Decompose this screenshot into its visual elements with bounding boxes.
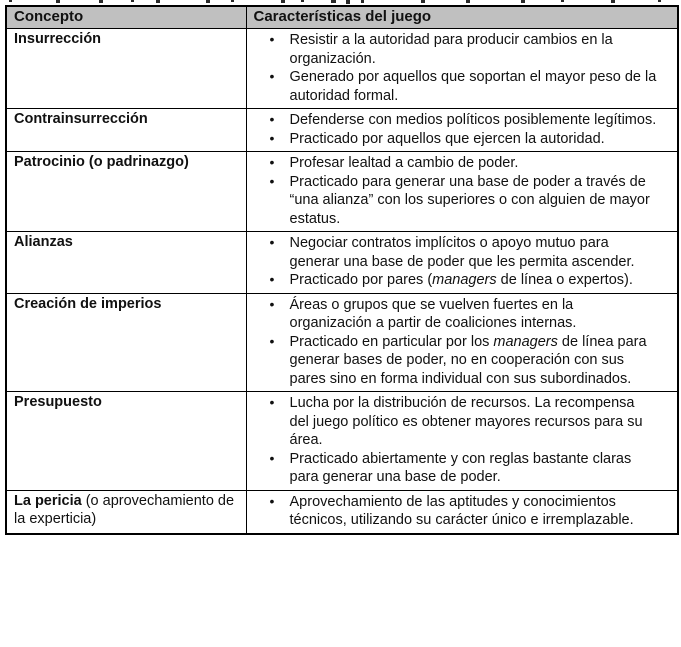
bullet-list [251,394,674,487]
concept-label: Patrocinio (o padrinazgo) [14,154,189,170]
bullet-list [251,234,674,290]
bullet-list [251,111,674,148]
characteristics-cell [246,152,678,232]
concept-label: Insurrección [14,31,102,47]
bullet-item: • Practicado para generar una base de poder a través de “una alianza” con los superiores o con alguien de mayor estatus. [269,173,658,229]
bullet-list [251,493,674,530]
political-games-table [5,5,679,535]
bullet-item: • Defenderse con medios políticos posiblemente legítimos. [269,111,658,130]
bullet-item: • Aprovechamiento de las aptitudes y conocimientos técnicos, utilizando su carácter único e irremplazable. [269,493,658,530]
characteristics-cell [246,392,678,491]
table-row [6,29,678,109]
table-body [6,29,678,534]
concept-cell [6,293,246,392]
bullet-item: • Profesar lealtad a cambio de poder. [269,154,658,173]
table-row [6,232,678,294]
bullet-list [251,296,674,389]
characteristics-cell [246,490,678,534]
column-header-concepto: Concepto [6,6,246,29]
concept-label-suffix: (o aprovechamiento de la experticia) [14,492,235,527]
characteristics-cell [246,109,678,152]
column-header-caracteristicas: Características del juego [246,6,678,29]
characteristics-cell [246,293,678,392]
table-row [6,293,678,392]
bullet-item: • Practicado por aquellos que ejercen la autoridad. [269,130,658,149]
bullet-item: • Áreas o grupos que se vuelven fuertes en la organización a partir de coaliciones internas. [269,296,658,333]
concept-cell [6,232,246,294]
concept-label: La pericia [14,492,82,509]
bullet-item: • Resistir a la autoridad para producir cambios en la organización. [269,31,658,68]
bullet-list [251,154,674,228]
concept-cell [6,392,246,491]
bullet-item: • Generado por aquellos que soportan el mayor peso de la autoridad formal. [269,68,658,105]
table-row [6,392,678,491]
bullet-item: • Practicado por pares (managers de línea o expertos). [269,271,658,290]
concept-cell [6,29,246,109]
bullet-item: • Practicado en particular por los managers de línea para generar bases de poder, no en cooperación con sus pares sino en forma individual con sus subordinados. [269,333,658,389]
characteristics-cell [246,232,678,294]
concept-cell [6,152,246,232]
bullet-item: • Negociar contratos implícitos o apoyo mutuo para generar una base de poder que les permita ascender. [269,234,658,271]
concept-cell [6,490,246,534]
concept-label: Contrainsurrección [14,111,148,127]
bullet-item: • Practicado abiertamente y con reglas bastante claras para generar una base de poder. [269,450,658,487]
table-header-row [6,6,678,29]
table-row [6,152,678,232]
characteristics-cell [246,29,678,109]
concept-label: Creación de imperios [14,295,162,312]
concept-label: Presupuesto [14,394,102,410]
concept-label: Alianzas [14,234,73,250]
bullet-list [251,31,674,105]
table-row [6,109,678,152]
table-row [6,490,678,534]
bullet-item: • Lucha por la distribución de recursos. La recompensa del juego político es obtener mayores recursos para su área. [269,394,658,450]
concept-cell [6,109,246,152]
